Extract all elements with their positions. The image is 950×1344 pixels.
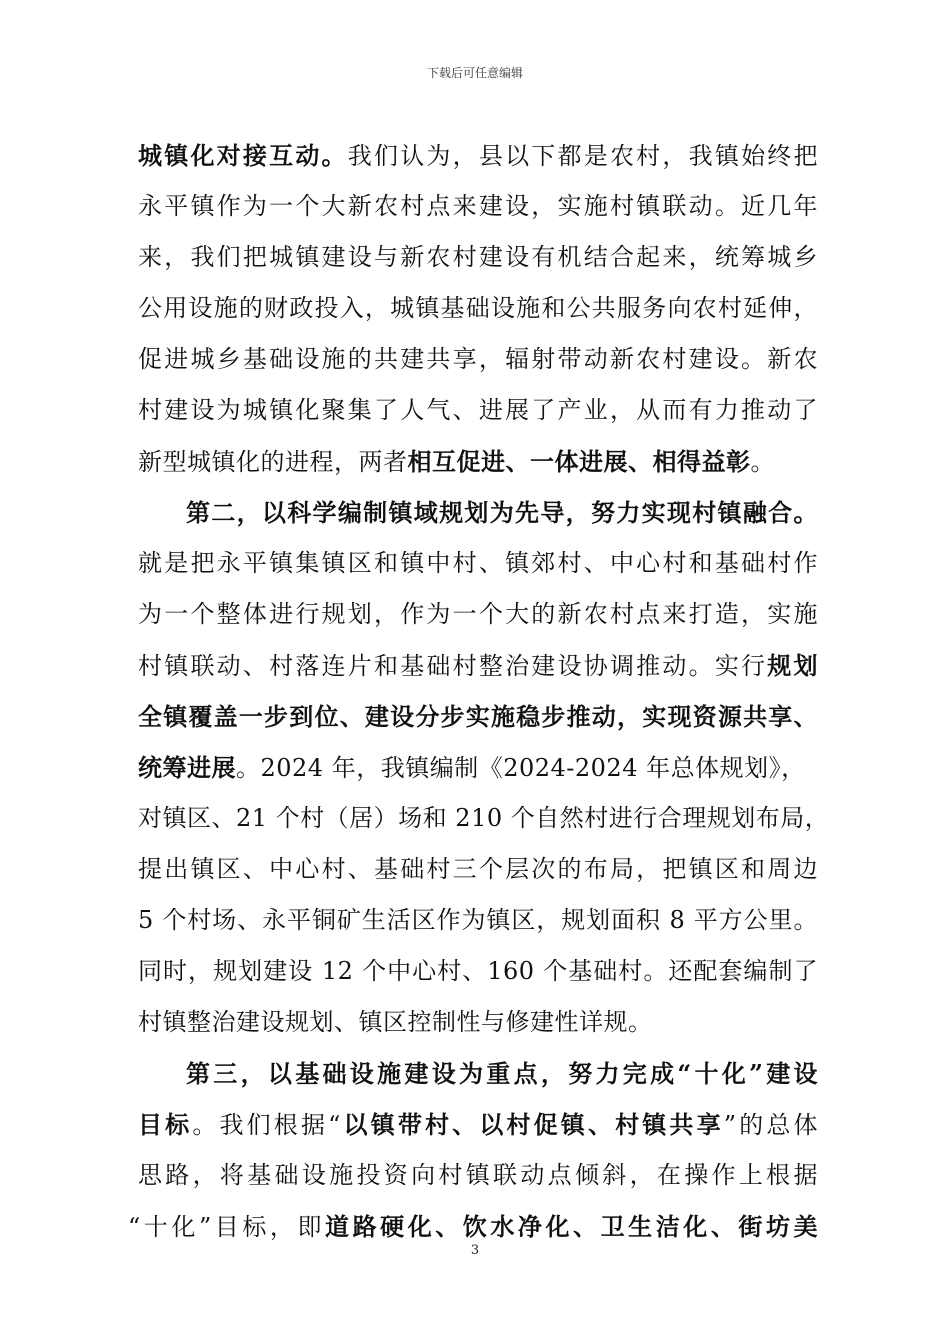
- bold-phrase: 全镇覆盖一步到位、建设分步实施稳步推动，实现资源共享、: [138, 702, 818, 731]
- bold-phrase: 第三，以基础设施建设为重点，努力完成“十化”建设: [186, 1059, 818, 1088]
- text-line: [138, 640, 818, 691]
- text-span: 我们认为，县以下都是农村，我镇始终把: [347, 142, 819, 170]
- bold-phrase: 相互促进、一体进展、相得益彰: [407, 447, 751, 476]
- text-span: 。我们根据“: [192, 1111, 341, 1139]
- text-line: 就是把永平镇集镇区和镇中村、镇郊村、中心村和基础村作: [138, 549, 818, 577]
- section-heading: [138, 487, 818, 538]
- text-line: [138, 1099, 818, 1150]
- text-line: 5 个村场、永平铜矿生活区作为镇区，规划面积 8 平方公里。: [138, 906, 818, 934]
- text-span: ”的总体: [723, 1111, 819, 1139]
- text-line: 提出镇区、中心村、基础村三个层次的布局，把镇区和周边: [138, 855, 818, 883]
- bold-phrase: 城镇化对接互动。: [138, 141, 348, 170]
- text-span: 村镇联动、村落连片和基础村整治建设协调推动。实行: [138, 652, 768, 680]
- text-line: 来，我们把城镇建设与新农村建设有机结合起来，统筹城乡: [138, 243, 818, 271]
- text-line: [138, 436, 818, 487]
- text-line: 促进城乡基础设施的共建共享，辐射带动新农村建设。新农: [138, 345, 818, 373]
- text-line: 村镇整治建设规划、镇区控制性与修建性详规。: [138, 1008, 653, 1036]
- text-span: 。2024 年，我镇编制《2024-2024 年总体规划》，: [236, 754, 806, 782]
- bold-phrase: 规划: [767, 651, 819, 680]
- text-line: 为一个整体进行规划，作为一个大的新农村点来打造，实施: [138, 600, 818, 628]
- text-span: 。: [750, 448, 775, 476]
- bold-phrase: 道路硬化、饮水净化、卫生洁化、街坊美: [325, 1212, 819, 1241]
- bold-phrase: 以镇带村、以村促镇、村镇共享: [340, 1110, 724, 1139]
- bold-phrase: 第二，以科学编制镇域规划为先导，努力实现村镇融合。: [186, 498, 818, 527]
- text-line: 永平镇作为一个大新农村点来建设，实施村镇联动。近几年: [138, 192, 818, 220]
- bold-phrase: 统筹进展: [138, 753, 236, 782]
- document-body: [128, 130, 830, 1252]
- page-header: 下载后可任意编辑: [426, 66, 523, 80]
- text-line: 公用设施的财政投入，城镇基础设施和公共服务向农村延伸，: [138, 294, 818, 322]
- text-span: 新型城镇化的进程，两者: [138, 448, 408, 476]
- text-line: [138, 742, 818, 793]
- text-line: 思路，将基础设施投资向村镇联动点倾斜，在操作上根据: [138, 1161, 818, 1189]
- text-line: [138, 130, 818, 181]
- text-line: 村建设为城镇化聚集了人气、进展了产业，从而有力推动了: [138, 396, 818, 424]
- text-line: [138, 691, 818, 742]
- text-span: “十化”目标，即: [128, 1213, 326, 1241]
- page-number: 3: [470, 1243, 480, 1258]
- bold-phrase: 目标: [138, 1110, 193, 1139]
- text-line: 同时，规划建设 12 个中心村、160 个基础村。还配套编制了: [138, 957, 818, 985]
- text-line: 对镇区、21 个村（居）场和 210 个自然村进行合理规划布局，: [138, 804, 830, 832]
- section-heading: [138, 1048, 818, 1099]
